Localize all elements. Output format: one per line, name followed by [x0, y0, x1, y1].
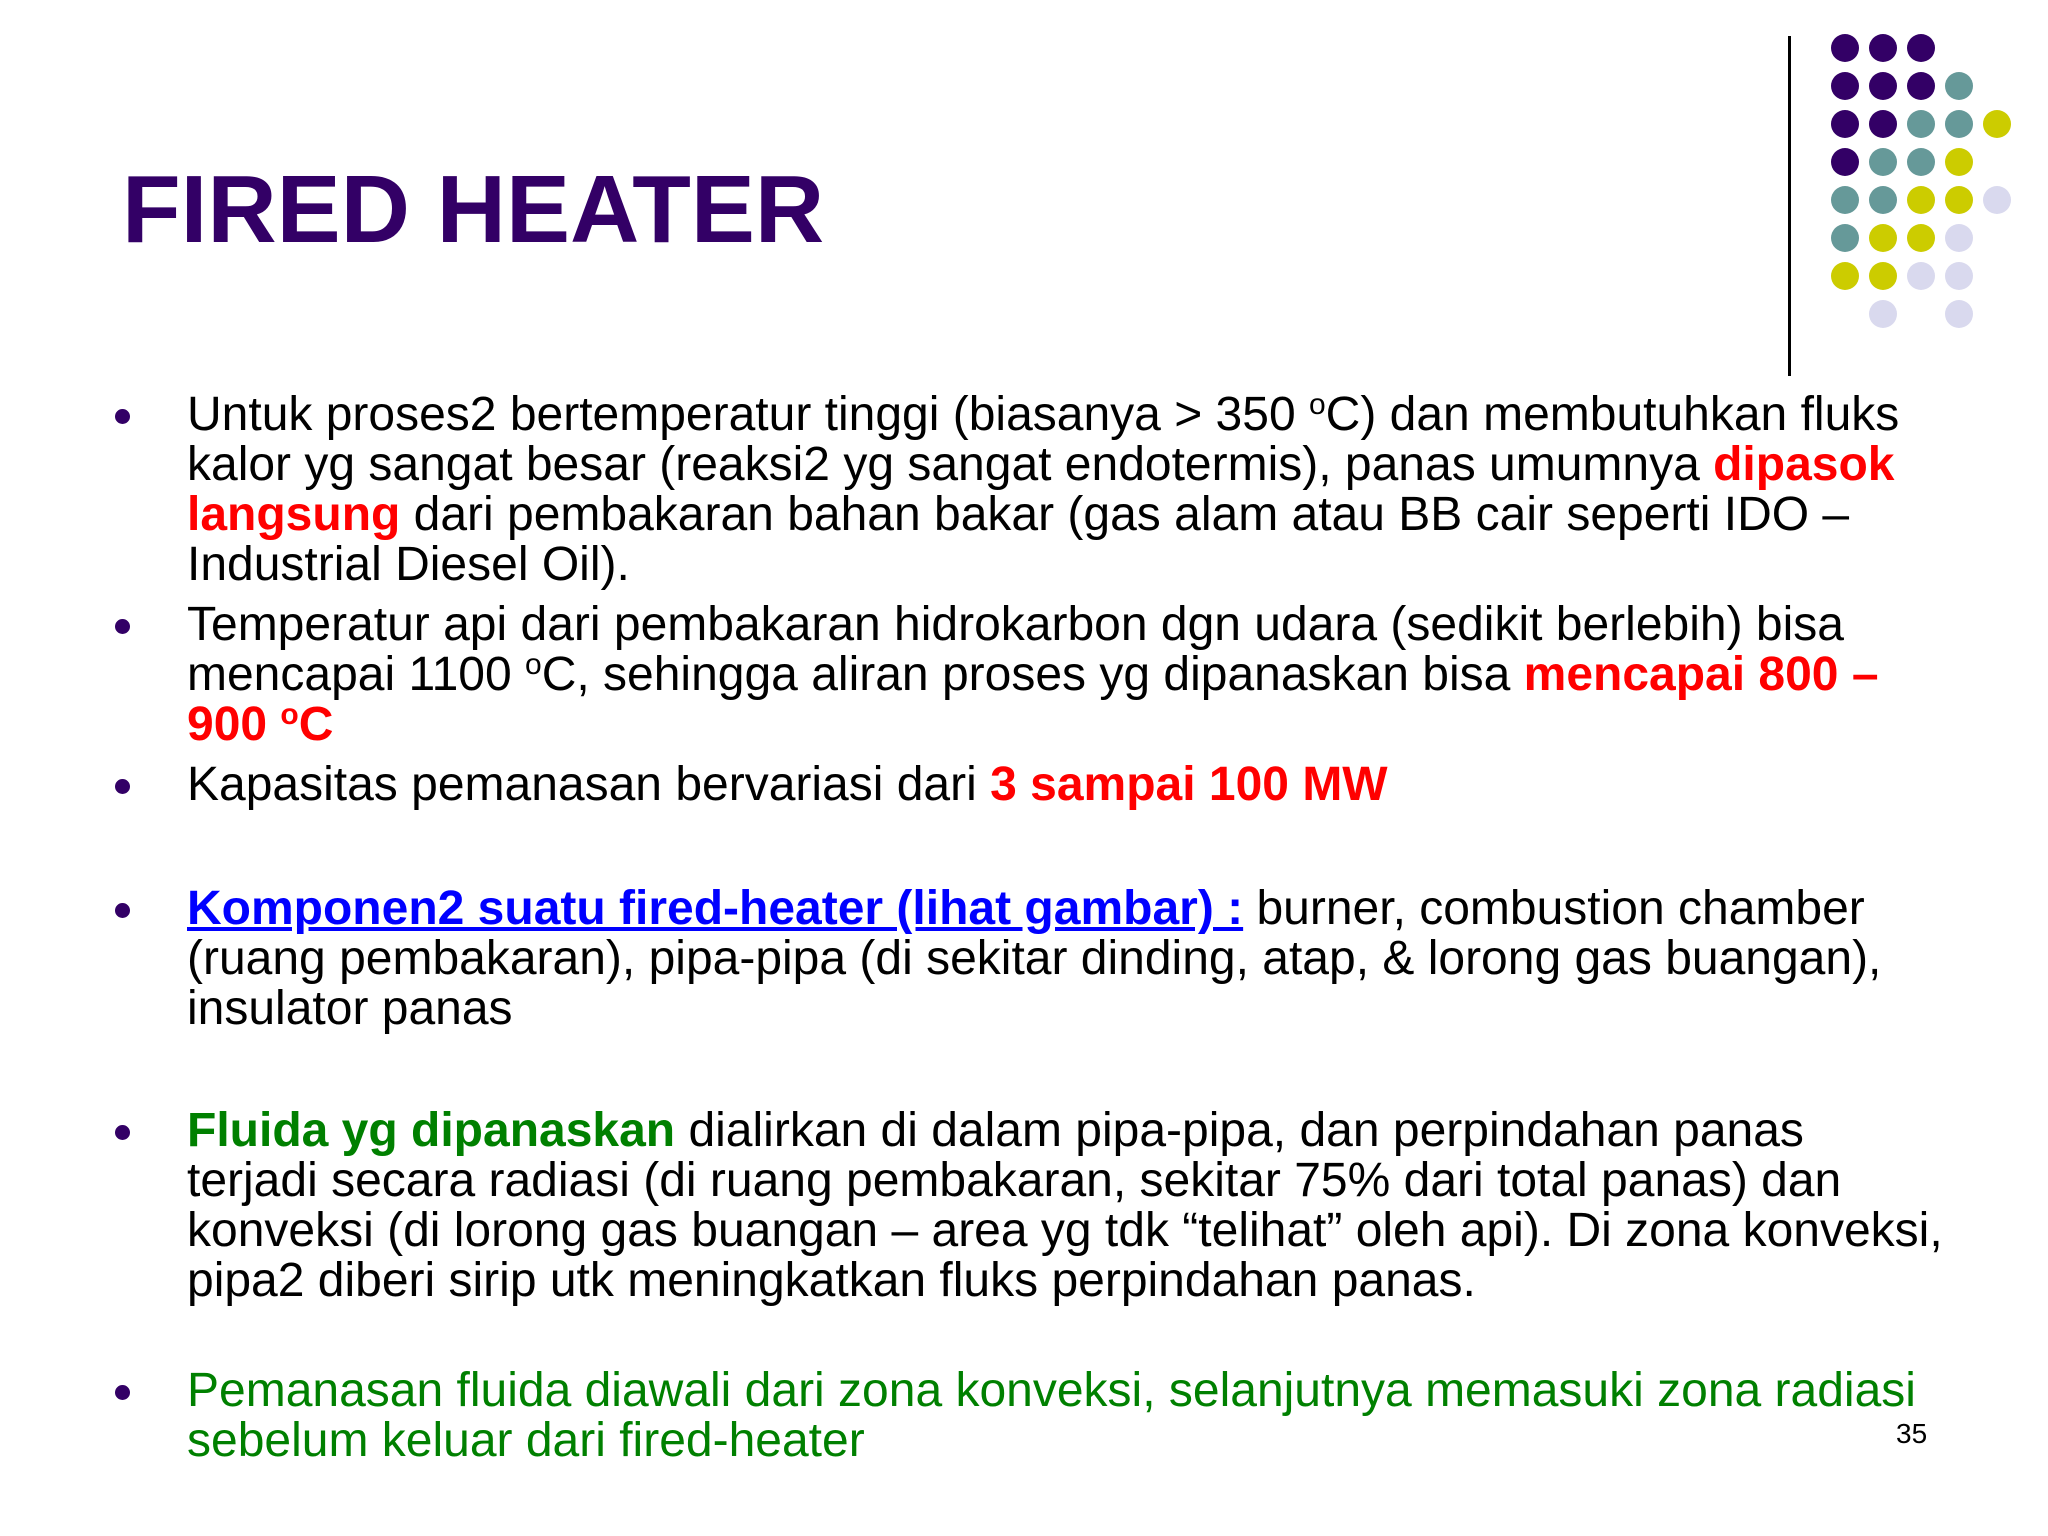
- decor-dot: [1869, 110, 1897, 138]
- decor-dot: [1831, 110, 1859, 138]
- bullet-item: [187, 1366, 1947, 1466]
- emphasis-text: Fluida yg dipanaskan: [187, 1104, 676, 1157]
- bullet-item: [187, 390, 1947, 590]
- decor-dot: [1831, 34, 1859, 62]
- emphasis-text: dipasok langsung: [187, 438, 1895, 541]
- bullet-text: dari pembakaran bahan bakar (gas alam atau BB cair seperti IDO – Industrial Diesel Oil).: [187, 488, 1850, 591]
- decor-dot: [1907, 262, 1935, 290]
- decor-dot: [1869, 300, 1897, 328]
- bullet-icon: [115, 903, 130, 918]
- bullet-item: [187, 600, 1947, 750]
- decor-dot: [1831, 186, 1859, 214]
- decor-dot: [1907, 148, 1935, 176]
- decor-dot: [1869, 148, 1897, 176]
- decor-dot: [1869, 186, 1897, 214]
- superscript: o: [525, 648, 542, 681]
- bullet-item: [187, 1106, 1947, 1306]
- decor-dot: [1945, 300, 1973, 328]
- decor-dot: [1983, 186, 2011, 214]
- bullet-icon: [115, 619, 130, 634]
- bullet-item: [187, 760, 1947, 810]
- decor-dot: [1945, 110, 1973, 138]
- decor-dot: [1831, 262, 1859, 290]
- bullet-icon: [115, 779, 130, 794]
- decor-dot: [1831, 72, 1859, 100]
- emphasis-text: 3 sampai 100 MW: [990, 758, 1388, 811]
- decor-dot: [1945, 72, 1973, 100]
- emphasis-text: C: [298, 698, 334, 751]
- decor-dot: [1907, 72, 1935, 100]
- bullet-icon: [115, 409, 130, 424]
- page-number: 35: [1896, 1418, 1928, 1449]
- emphasis-text: mencapai 800 – 900: [187, 648, 1879, 751]
- components-link[interactable]: Komponen2 suatu fired-heater (lihat gambar) :: [187, 882, 1244, 935]
- bullet-text: Pemanasan fluida diawali dari zona konveksi, selanjutnya memasuki zona radiasi sebelum keluar dari fired-heater: [187, 1364, 1916, 1467]
- decor-dot: [1945, 186, 1973, 214]
- decor-dot: [1869, 34, 1897, 62]
- decor-dot: [1907, 224, 1935, 252]
- decor-dot: [1869, 72, 1897, 100]
- decor-dot: [1945, 224, 1973, 252]
- bullet-text: C, sehingga aliran proses yg dipanaskan bisa: [541, 648, 1524, 701]
- divider-line: [1788, 36, 1791, 376]
- decor-dot: [1983, 110, 2011, 138]
- decor-dot: [1831, 224, 1859, 252]
- bullet-text: Untuk proses2 bertemperatur tinggi (biasanya > 350: [187, 388, 1309, 441]
- bullet-icon: [115, 1125, 130, 1140]
- bullet-item: [187, 884, 1947, 1034]
- decor-dot: [1945, 148, 1973, 176]
- decor-dot: [1907, 186, 1935, 214]
- slide-title: FIRED HEATER: [122, 156, 825, 263]
- superscript: o: [1308, 388, 1326, 421]
- decor-dot: [1869, 262, 1897, 290]
- bullet-text: burner, combustion chamber (ruang pembakaran), pipa-pipa (di sekitar dinding, atap, & lorong gas buangan), insulator panas: [187, 882, 1882, 1035]
- bullet-text: Temperatur api dari pembakaran hidrokarbon dgn udara (sedikit berlebih) bisa mencapai 1100: [187, 598, 1844, 701]
- decor-dot: [1869, 224, 1897, 252]
- decor-dot: [1907, 34, 1935, 62]
- decor-dot: [1907, 110, 1935, 138]
- bullet-icon: [115, 1385, 130, 1400]
- superscript: o: [280, 698, 299, 731]
- bullet-text: C) dan membutuhkan fluks kalor yg sangat besar (reaksi2 yg sangat endotermis), panas umumnya: [187, 388, 1900, 491]
- bullet-text: Kapasitas pemanasan bervariasi dari: [187, 758, 991, 811]
- decor-dot: [1831, 148, 1859, 176]
- bullet-text: dialirkan di dalam pipa-pipa, dan perpindahan panas terjadi secara radiasi (di ruang pembakaran, sekitar 75% dari total panas) dan konveksi (di lorong gas buangan – area yg tdk “telihat” oleh api). Di zona konveksi, pipa2 diberi sirip utk meningkatkan fluks perpindahan panas.: [187, 1104, 1943, 1307]
- decor-dot: [1945, 262, 1973, 290]
